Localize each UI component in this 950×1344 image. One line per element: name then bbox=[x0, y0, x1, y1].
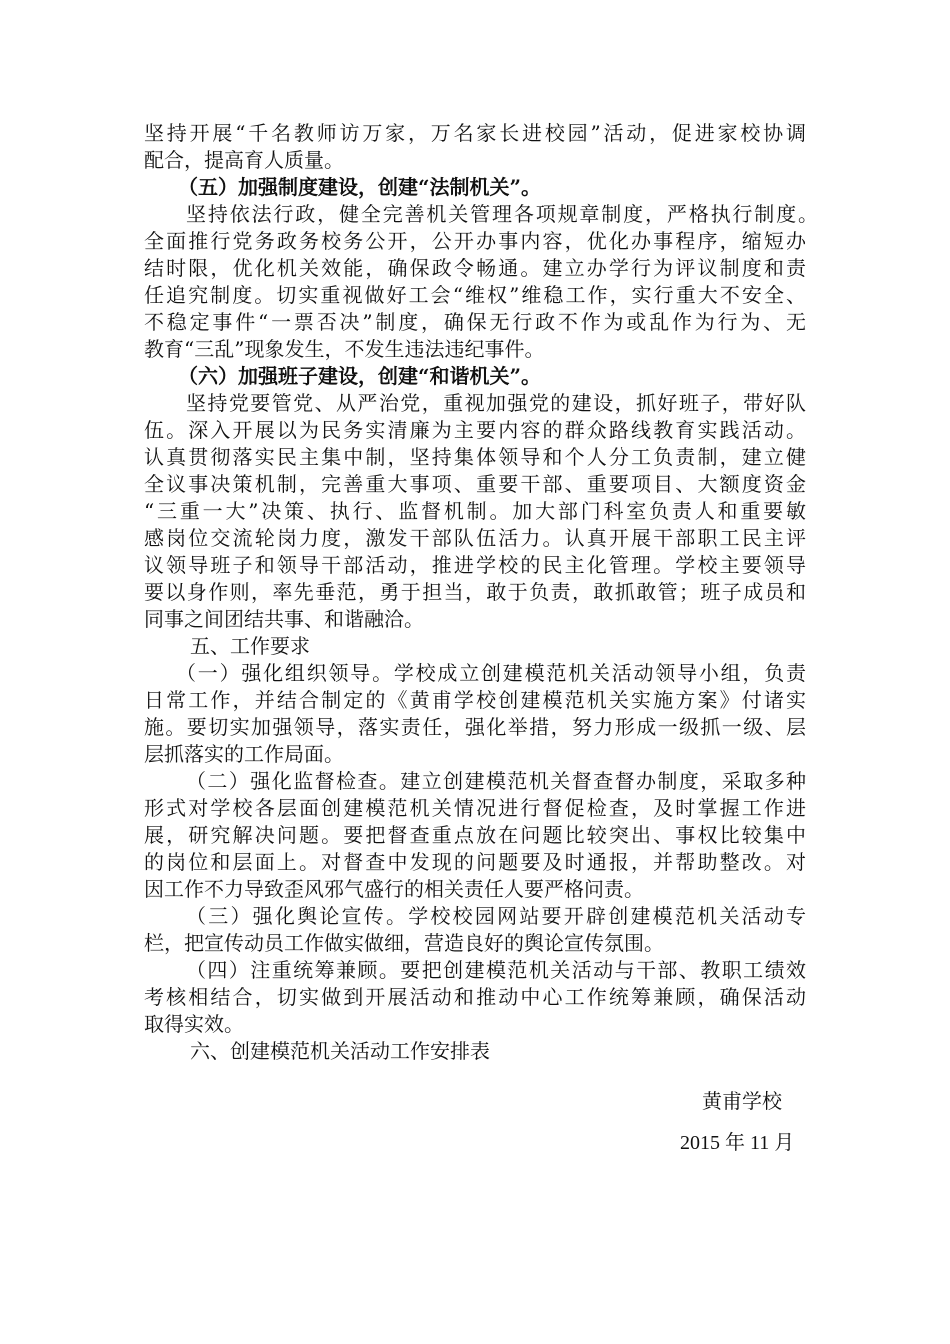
body-text-line: （四）注重统筹兼顾。要把创建模范机关活动与干部、教职工绩效 bbox=[186, 958, 808, 982]
signature-date: 2015 年 11 月 bbox=[680, 1132, 795, 1154]
body-text-line: 全面推行党务政务校务公开，公开办事内容，优化办事程序，缩短办 bbox=[144, 229, 809, 253]
section-heading-requirements: 五、工作要求 bbox=[190, 634, 310, 658]
body-text-line: 的岗位和层面上。对督查中发现的问题要及时通报，并帮助整改。对 bbox=[144, 850, 809, 874]
section-heading-6: （六）加强班子建设，创建“和谐机关”。 bbox=[178, 364, 542, 388]
body-text-line: 取得实效。 bbox=[144, 1012, 244, 1036]
body-text-line: 伍。深入开展以为民务实清廉为主要内容的群众路线教育实践活动。 bbox=[144, 418, 809, 442]
body-text-line: （一）强化组织领导。学校成立创建模范机关活动领导小组，负责 bbox=[176, 661, 808, 685]
body-text-line: 同事之间团结共事、和谐融洽。 bbox=[144, 607, 424, 631]
body-text-line: 议领导班子和领导干部活动，推进学校的民主化管理。学校主要领导 bbox=[144, 553, 809, 577]
body-text-line: 考核相结合，切实做到开展活动和推动中心工作统筹兼顾，确保活动 bbox=[144, 985, 809, 1009]
body-text-line: 施。要切实加强领导，落实责任，强化举措，努力形成一级抓一级、层 bbox=[144, 715, 808, 739]
section-heading-schedule: 六、创建模范机关活动工作安排表 bbox=[190, 1039, 490, 1063]
body-text-line: 因工作不力导致歪风邪气盛行的相关责任人要严格问责。 bbox=[144, 877, 644, 901]
body-text-line: 坚持依法行政，健全完善机关管理各项规章制度，严格执行制度。 bbox=[186, 202, 820, 226]
body-text-line: 全议事决策机制，完善重大事项、重要干部、重要项目、大额度资金 bbox=[144, 472, 809, 496]
body-text-line: 栏，把宣传动员工作做实做细，营造良好的舆论宣传氛围。 bbox=[144, 931, 664, 955]
body-text-line: 感岗位交流轮岗力度，激发干部队伍活力。认真开展干部职工民主评 bbox=[144, 526, 809, 550]
body-text-line: “三重一大”决策、执行、监督机制。加大部门科室负责人和重要敏 bbox=[144, 499, 809, 523]
signature-org: 黄甫学校 bbox=[702, 1089, 782, 1113]
body-text-line: 教育“三乱”现象发生，不发生违法违纪事件。 bbox=[144, 337, 545, 361]
body-text-line: （二）强化监督检查。建立创建模范机关督查督办制度，采取多种 bbox=[186, 769, 808, 793]
body-text-line: 层抓落实的工作局面。 bbox=[144, 742, 344, 766]
body-text-line: 结时限，优化机关效能，确保政令畅通。建立办学行为评议制度和责 bbox=[144, 256, 809, 280]
body-text-line: 不稳定事件“一票否决”制度，确保无行政不作为或乱作为行为、无 bbox=[144, 310, 809, 334]
body-text-line: 坚持党要管党、从严治党，重视加强党的建设，抓好班子，带好队 bbox=[186, 391, 808, 415]
body-text-line: 要以身作则，率先垂范，勇于担当，敢于负责，敢抓敢管；班子成员和 bbox=[144, 580, 808, 604]
body-text-line: （三）强化舆论宣传。学校校园网站要开辟创建模范机关活动专 bbox=[186, 904, 809, 928]
body-text-line: 认真贯彻落实民主集中制，坚持集体领导和个人分工负责制，建立健 bbox=[144, 445, 809, 469]
body-text-line: 坚持开展“千名教师访万家，万名家长进校园”活动，促进家校协调 bbox=[144, 121, 809, 145]
body-text-line: 展，研究解决问题。要把督查重点放在问题比较突出、事权比较集中 bbox=[144, 823, 809, 847]
body-text-line: 形式对学校各层面创建模范机关情况进行督促检查，及时掌握工作进 bbox=[144, 796, 809, 820]
section-heading-5: （五）加强制度建设，创建“法制机关”。 bbox=[178, 175, 542, 199]
body-text-line: 日常工作，并结合制定的《黄甫学校创建模范机关实施方案》付诸实 bbox=[144, 688, 809, 712]
body-text-line: 配合，提高育人质量。 bbox=[144, 148, 344, 172]
body-text-line: 任追究制度。切实重视做好工会“维权”维稳工作，实行重大不安全、 bbox=[144, 283, 809, 307]
